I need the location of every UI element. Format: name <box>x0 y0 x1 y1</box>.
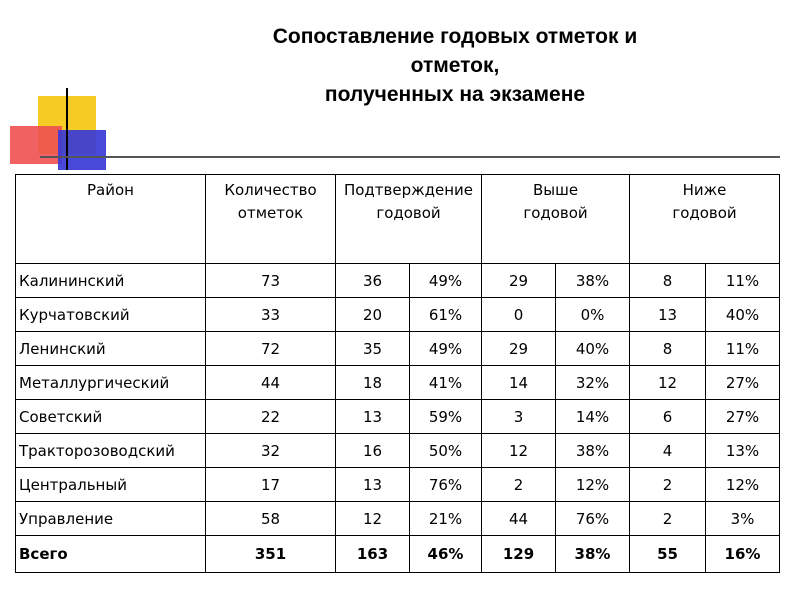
district-name: Советский <box>16 400 206 434</box>
below-pct-cell: 40% <box>706 298 780 332</box>
above-cell: 12 <box>482 434 556 468</box>
below-cell: 12 <box>630 366 706 400</box>
confirm-cell: 12 <box>336 502 410 536</box>
district-name: Калининский <box>16 264 206 298</box>
above-pct-cell: 38% <box>556 264 630 298</box>
total-row <box>16 536 780 573</box>
title-line-2: отметок, <box>410 54 500 77</box>
confirm-cell: 18 <box>336 366 410 400</box>
count-cell: 32 <box>206 434 336 468</box>
below-cell: 4 <box>630 434 706 468</box>
header-below-line2: годовой <box>672 204 737 222</box>
above-cell: 14 <box>482 366 556 400</box>
confirm-pct-cell: 41% <box>410 366 482 400</box>
below-cell: 2 <box>630 468 706 502</box>
district-name: Металлургический <box>16 366 206 400</box>
below-pct-cell: 27% <box>706 366 780 400</box>
above-pct-cell: 0% <box>556 298 630 332</box>
district-name: Управление <box>16 502 206 536</box>
header-count-line2: отметок <box>237 204 304 222</box>
total-count-cell: 351 <box>206 536 336 573</box>
table-row <box>16 502 780 536</box>
district-name: Центральный <box>16 468 206 502</box>
above-pct-cell: 38% <box>556 434 630 468</box>
below-cell: 8 <box>630 264 706 298</box>
confirm-pct-cell: 49% <box>410 264 482 298</box>
table-row <box>16 434 780 468</box>
count-cell: 44 <box>206 366 336 400</box>
header-count <box>206 175 336 264</box>
red-square <box>10 126 62 164</box>
district-name: Курчатовский <box>16 298 206 332</box>
total-below-pct-cell: 16% <box>706 536 780 573</box>
confirm-pct-cell: 49% <box>410 332 482 366</box>
below-cell: 2 <box>630 502 706 536</box>
count-cell: 58 <box>206 502 336 536</box>
table-row <box>16 264 780 298</box>
above-cell: 29 <box>482 264 556 298</box>
table-row <box>16 366 780 400</box>
below-pct-cell: 13% <box>706 434 780 468</box>
count-cell: 72 <box>206 332 336 366</box>
table-row <box>16 298 780 332</box>
total-confirm-cell: 163 <box>336 536 410 573</box>
below-pct-cell: 11% <box>706 332 780 366</box>
header-above-line1: Выше <box>532 181 579 199</box>
above-cell: 29 <box>482 332 556 366</box>
confirm-pct-cell: 61% <box>410 298 482 332</box>
header-district: Район <box>16 175 206 264</box>
confirm-cell: 16 <box>336 434 410 468</box>
confirm-cell: 13 <box>336 468 410 502</box>
confirm-pct-cell: 21% <box>410 502 482 536</box>
count-cell: 22 <box>206 400 336 434</box>
header-below <box>630 175 780 264</box>
table-row <box>16 332 780 366</box>
header-confirm-line2: годовой <box>376 204 441 222</box>
above-pct-cell: 76% <box>556 502 630 536</box>
confirm-pct-cell: 59% <box>410 400 482 434</box>
header-confirm <box>336 175 482 264</box>
below-cell: 8 <box>630 332 706 366</box>
title-line-1: Сопоставление годовых отметок и <box>272 25 638 48</box>
confirm-cell: 13 <box>336 400 410 434</box>
below-pct-cell: 27% <box>706 400 780 434</box>
header-below-line1: Ниже <box>682 181 727 199</box>
header-row <box>16 175 780 264</box>
results-table <box>15 174 780 573</box>
confirm-cell: 36 <box>336 264 410 298</box>
below-pct-cell: 3% <box>706 502 780 536</box>
below-pct-cell: 11% <box>706 264 780 298</box>
total-label: Всего <box>16 536 206 573</box>
below-cell: 13 <box>630 298 706 332</box>
above-cell: 3 <box>482 400 556 434</box>
page-title <box>200 22 710 109</box>
confirm-cell: 20 <box>336 298 410 332</box>
table-row <box>16 400 780 434</box>
confirm-pct-cell: 50% <box>410 434 482 468</box>
count-cell: 33 <box>206 298 336 332</box>
below-pct-cell: 12% <box>706 468 780 502</box>
above-pct-cell: 12% <box>556 468 630 502</box>
title-line-3: полученных на экзамене <box>324 83 586 106</box>
below-cell: 6 <box>630 400 706 434</box>
total-above-pct-cell: 38% <box>556 536 630 573</box>
blue-square <box>58 130 106 170</box>
header-count-line1: Количество <box>224 181 317 199</box>
count-cell: 73 <box>206 264 336 298</box>
total-confirm-pct-cell: 46% <box>410 536 482 573</box>
above-cell: 2 <box>482 468 556 502</box>
total-below-cell: 55 <box>630 536 706 573</box>
header-confirm-line1: Подтверждение <box>343 181 474 199</box>
count-cell: 17 <box>206 468 336 502</box>
above-pct-cell: 32% <box>556 366 630 400</box>
table-row <box>16 468 780 502</box>
confirm-cell: 35 <box>336 332 410 366</box>
above-cell: 0 <box>482 298 556 332</box>
confirm-pct-cell: 76% <box>410 468 482 502</box>
above-pct-cell: 40% <box>556 332 630 366</box>
total-above-cell: 129 <box>482 536 556 573</box>
above-pct-cell: 14% <box>556 400 630 434</box>
header-above <box>482 175 630 264</box>
district-name: Ленинский <box>16 332 206 366</box>
district-name: Тракторозоводский <box>16 434 206 468</box>
header-above-line2: годовой <box>523 204 588 222</box>
above-cell: 44 <box>482 502 556 536</box>
